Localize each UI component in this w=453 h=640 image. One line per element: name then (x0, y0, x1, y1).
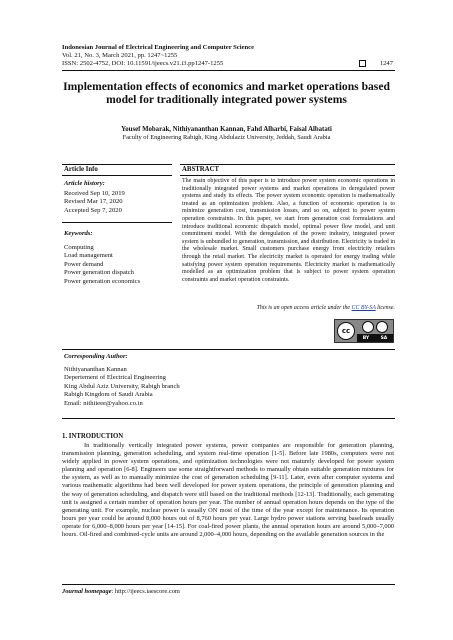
article-info-rule (62, 175, 172, 176)
cc-logo-icon: cc (335, 320, 357, 342)
history-item: Received Sep 10, 2019 (64, 190, 125, 197)
footer-rule (62, 584, 395, 585)
footer-url[interactable]: : http://ijeecs.iaescore.com (111, 588, 180, 595)
article-info-heading: Article Info (64, 166, 98, 173)
paper-title: Implementation effects of economics and market operations based model for traditionally integrated power systems (63, 80, 390, 106)
page-number: 1247 (379, 60, 393, 67)
corresponding-bottom-rule (62, 418, 395, 419)
abstract-top-rule (180, 164, 395, 165)
keyword-item: Power generation dispatch (64, 269, 134, 277)
by-person-icon (362, 321, 374, 333)
issn-line: ISSN: 2502-4752, DOI: 10.11591/ijeecs.v21.i3.pp1247-1255 (62, 60, 224, 67)
keyword-item: Computing (64, 244, 94, 251)
introduction-heading: 1. INTRODUCTION (62, 433, 124, 440)
corresponding-line: Depertement of Electrical Engineering (64, 374, 166, 382)
cc-label-sa: SA (380, 335, 388, 341)
history-heading: Article history: (64, 180, 105, 187)
keywords-list (64, 244, 174, 286)
corresponding-block (64, 366, 264, 408)
corresponding-top-rule (62, 349, 395, 350)
share-alike-icon (376, 321, 388, 333)
cc-label-by: BY (362, 335, 370, 341)
volume-line: Vol. 21, No. 3, March 2021, pp. 1247~1255 (62, 52, 178, 59)
abstract-text: The main objective of this paper is to introduce power system economic operations in traditionally integrated power systems and market operations in deregulated power systems and study its effects. The power system economic operation is mathematically treated as an optimization problem. Also, a function of economic operation is to minimize generation cost, transmission losses, and so on, subject to power system operation constraints. In this paper, we start from generation cost formulations and introduce traditional economic dispatch model, optimal power flow model, and unit commitment model. With the deregulation of the power industry, integrated power system is unbundled to generation, transmission, and distribution. Electricity is traded in the wholesale market. Small customers purchase energy from electricity retailers through the retail market. The electricity market is operated for energy trading while satisfying power system operation requirements. Electricity market is mathematically modelled as an optimization problem that is subject to power system operation constraints and market operation constraints. (182, 178, 395, 283)
open-access-prefix: This is an open access article under the (256, 305, 352, 311)
article-info-top-rule (62, 164, 172, 165)
keyword-item: Power demand (64, 260, 104, 268)
history-list (64, 190, 174, 215)
corresponding-heading: Corresponding Author: (64, 353, 128, 360)
journal-title: Indonesian Journal of Electrical Engineering and Computer Science (62, 44, 255, 51)
history-item: Accepted Sep 7, 2020 (64, 206, 122, 214)
corresponding-line: King Abdul Aziz University, Rabigh branch (64, 382, 180, 390)
affiliation: Faculty of Engineering Rabigh, King Abdulaziz University, Jeddah, Saudi Arabia (122, 134, 331, 141)
corresponding-line: Nithiyananthan Kannan (64, 366, 127, 373)
keywords-heading: Keywords: (64, 230, 93, 237)
keyword-item: Load management (64, 252, 113, 260)
page-number-group (359, 60, 393, 67)
history-item: Revised Mar 17, 2020 (64, 198, 123, 206)
open-access-suffix: license. (375, 305, 395, 311)
footer (62, 588, 180, 595)
abstract-heading: ABSTRACT (182, 166, 220, 173)
authors: Yousef Mobarak, Nithiyananthan Kannan, Fahd Alharbi, Faisal Albatati (121, 126, 332, 133)
corresponding-line: Rabigh Kingdom of Saudi Arabia (64, 391, 153, 399)
license-link[interactable]: CC BY-SA (351, 305, 376, 311)
introduction-text: In traditionally vertically integrated power systems, power companies are responsible for generation planning, transmission planning, generation scheduling, and system real-time operation [1-5]. Before late 1980s, computers were not widely applied in power system operations, and optimization technologies were not maturely developed for power system planning and operation [6-8]. Engineers use some straightforward methods to manually obtain suitable generation mixtures for the system, as well as to manually minimize the cost of generation scheduling [9-11]. Later, even after computer systems and various mathematic algorithms had been well developed for power system operations, the principle of generation planning and the way of generation scheduling, and dispatch were still based on the traditional methods [12-13]. Traditionally, each generating unit is assigned a certain number of operation hours per year. The number of annual operation hours depends on the type of the generating unit. For example, nuclear power is usually ON most of the time of the year except for maintenance. Its operation hours per year could be around 8,000 hours out of 8,760 hours per year. Large hydro power stations serving baseloads usually operate for 6,000–8,000 hours per year [14-15]. For coal-fired power plants, the annual operation hours are around 5,000–7,000 hours. Oil-fired and combined-cycle units are around 2,000–4,000 hours, depending on the available generation sources in the (62, 442, 394, 539)
abstract-rule (180, 175, 395, 176)
footer-label: Journal homepage (62, 588, 112, 595)
open-access-note (182, 305, 395, 311)
keyword-item: Power generation economics (64, 277, 141, 285)
square-icon (359, 60, 366, 67)
history-rule (62, 222, 172, 223)
header-rule (62, 70, 395, 71)
corresponding-email: Email: nithiieee@yahoo.co.in (64, 399, 143, 407)
cc-license-badge[interactable] (334, 319, 394, 343)
